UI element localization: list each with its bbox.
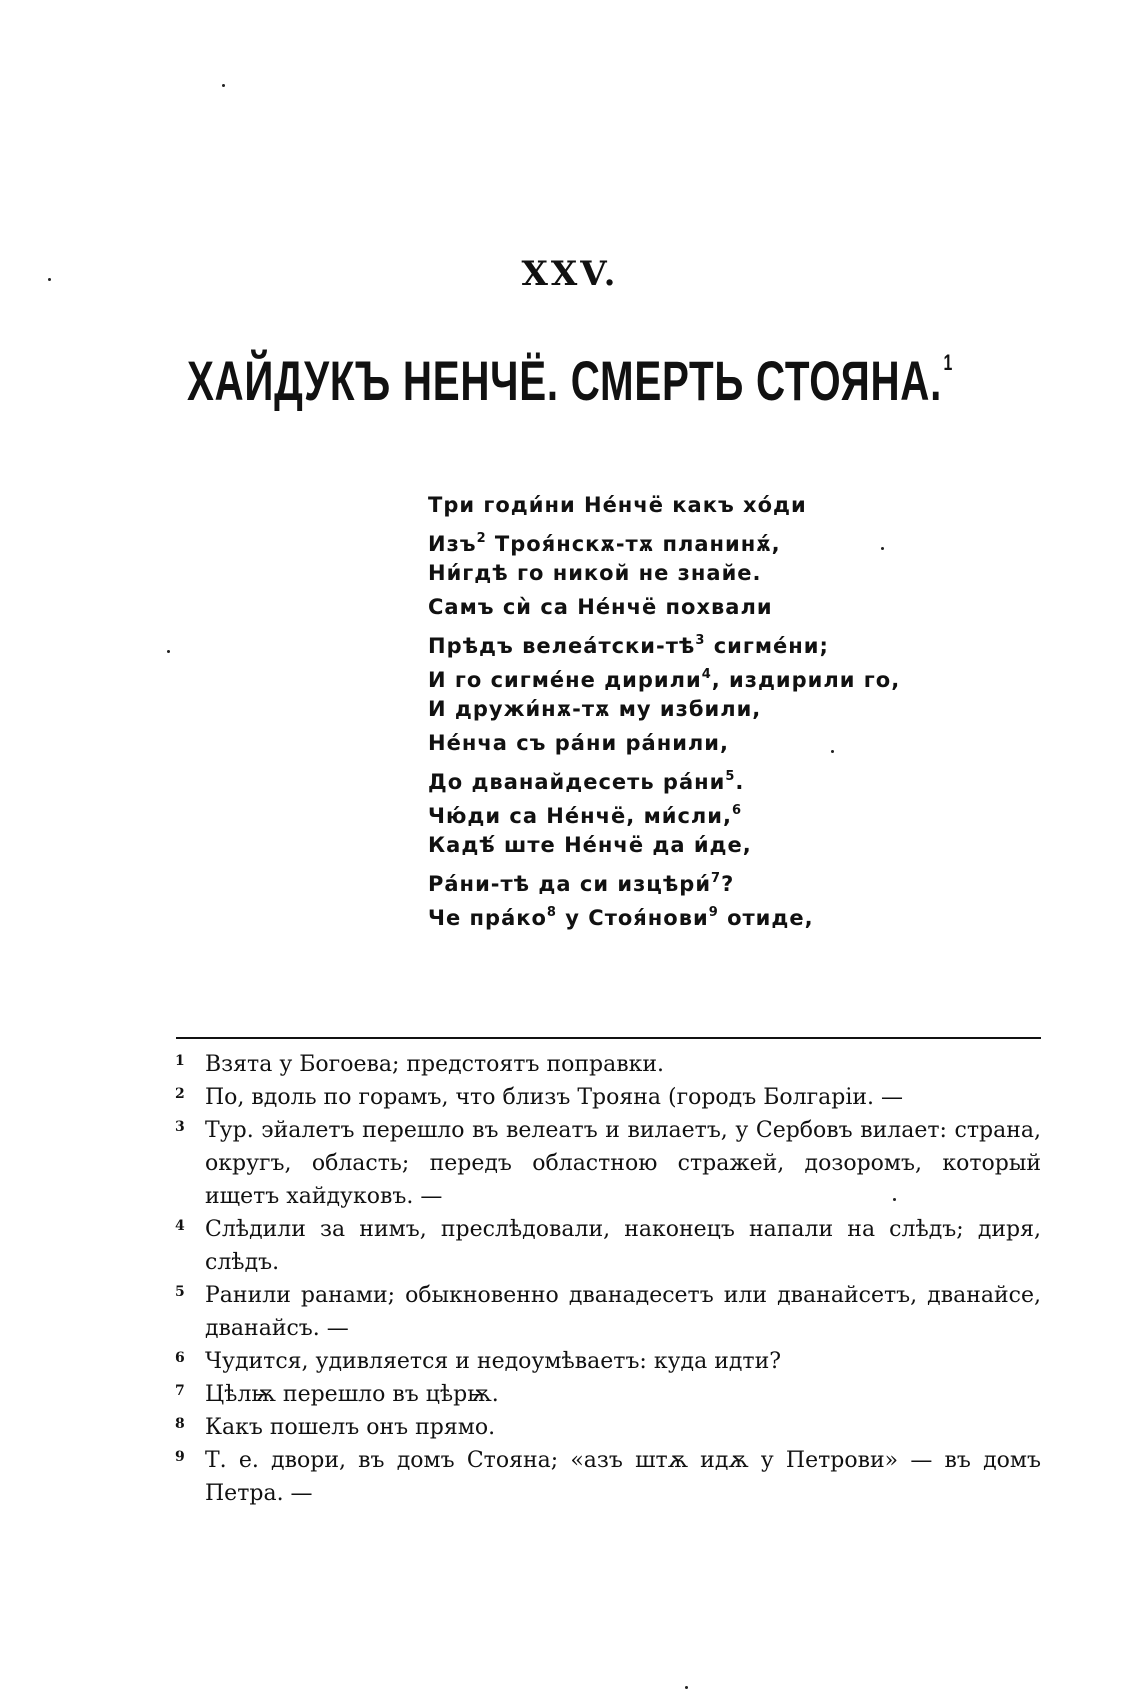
verse-line	[428, 658, 900, 692]
verse-text-rest: , издирили го,	[711, 668, 901, 692]
verse-text: До дванайдесеть ра́ни	[428, 770, 726, 794]
verse-line	[428, 862, 900, 896]
poem-title	[160, 348, 981, 413]
verse-text: Прѣдъ велеа́тски-тѣ	[428, 634, 696, 658]
verse-text: Самъ сѝ са Не́нчё похвали	[428, 595, 773, 619]
scan-speck	[48, 278, 51, 281]
verse-line	[428, 556, 900, 590]
footnote-text: По, вдоль по горамъ, что близъ Трояна (городъ Болгаріи. —	[205, 1085, 904, 1110]
verse-line	[428, 794, 900, 828]
scan-speck	[222, 84, 225, 87]
footnote-number: 7	[175, 1383, 185, 1399]
footnote	[175, 1213, 1041, 1279]
footnote-text: Чудится, удивляется и недоумѣваетъ: куда идти?	[205, 1349, 782, 1374]
verse-text-rest: у Стоя́нови	[556, 906, 709, 930]
poem-title-text: ХАЙДУКЪ НЕНЧЁ. СМЕРТЬ СТОЯНА.	[186, 349, 943, 412]
footnote	[175, 1279, 1041, 1345]
footnote-number: 6	[175, 1350, 185, 1366]
footnote-text: Какъ пошелъ онъ прямо.	[205, 1415, 496, 1440]
verse-text: Ра́ни-тѣ да си изцѣри́	[428, 872, 712, 896]
scan-speck	[685, 1686, 688, 1689]
footnote-text: Взята у Богоева; предстоятъ поправки.	[205, 1052, 665, 1077]
verse-note-marker: 9	[708, 905, 719, 920]
verse-line	[428, 828, 900, 862]
footnote-number: 8	[175, 1416, 185, 1432]
verse-note-marker: 3	[695, 633, 706, 648]
footnote-number: 2	[175, 1086, 185, 1102]
footnote	[175, 1378, 1041, 1411]
footnote	[175, 1345, 1041, 1378]
footnote	[175, 1444, 1041, 1510]
scan-speck	[167, 650, 170, 653]
footnotes-list	[175, 1048, 1041, 1510]
footnote	[175, 1114, 1041, 1213]
verse-text: Ни́гдѣ го никой не знайе.	[428, 561, 762, 585]
verse-text: И го сигме́не дирили	[428, 668, 702, 692]
verse-note-marker: 4	[701, 667, 712, 682]
footnote-number: 4	[175, 1218, 185, 1234]
verse-line	[428, 590, 900, 624]
verse-line	[428, 522, 900, 556]
verse-text: Кадѣ́ ште Не́нчё да и́де,	[428, 833, 752, 857]
verse-text: Чю́ди са Не́нчё, ми́сли,	[428, 804, 732, 828]
scan-speck	[881, 547, 884, 550]
scan-speck	[831, 750, 834, 753]
footnote-separator	[176, 1037, 1041, 1039]
title-note-marker: 1	[943, 350, 954, 375]
footnote-text: Слѣдили за нимъ, преслѣдовали, наконецъ напали на слѣдъ; диря, слѣдъ.	[205, 1217, 1041, 1275]
verse-text-rest: Троя́нскѫ-тѫ планинѫ́,	[486, 532, 781, 556]
verse-text-rest: отиде,	[718, 906, 814, 930]
verse-note-marker: 6	[731, 803, 743, 818]
verse-text: И дружи́нѫ-тѫ му избили,	[428, 697, 762, 721]
footnote-text: Цѣлѭ перешло въ цѣрѭ.	[205, 1382, 499, 1407]
verse-text: Три годи́ни Не́нчё какъ хо́ди	[428, 493, 807, 517]
verse-text-rest: ?	[721, 872, 735, 896]
footnote	[175, 1048, 1041, 1081]
verse-line	[428, 624, 900, 658]
verse-text: Не́нча съ ра́ни ра́нили,	[428, 731, 730, 755]
verse-line	[428, 488, 900, 522]
verse-text: Изъ	[428, 532, 477, 556]
footnote-text: Тур. эйалетъ перешло въ велеатъ и вилаетъ, у Сербовъ вилает: страна, округъ, область; передъ областною стражей, дозоромъ, который ищетъ хайдуковъ. —	[205, 1118, 1041, 1209]
verse-block	[428, 488, 900, 930]
verse-line	[428, 692, 900, 726]
verse-note-marker: 7	[711, 871, 722, 886]
footnote-number: 3	[175, 1119, 185, 1135]
verse-text-rest: .	[735, 770, 745, 794]
verse-line	[428, 760, 900, 794]
verse-note-marker: 5	[725, 769, 736, 784]
footnote-number: 1	[175, 1053, 185, 1069]
verse-line	[428, 896, 900, 930]
verse-line	[428, 726, 900, 760]
verse-note-marker: 2	[476, 531, 487, 546]
footnote-text: Т. е. двори, въ домъ Стояна; «азъ штѫ идѫ у Петрови» — въ домъ Петра. —	[205, 1448, 1041, 1506]
chapter-number: XXV.	[521, 254, 619, 294]
footnote-number: 5	[175, 1284, 185, 1300]
scan-speck	[893, 1198, 896, 1201]
verse-text: Че пра́ко	[428, 906, 547, 930]
footnote-text: Ранили ранами; обыкновенно дванадесетъ или дванайсетъ, дванайсе, дванайсъ. —	[205, 1283, 1041, 1341]
footnote	[175, 1081, 1041, 1114]
verse-text-rest: сигме́ни;	[705, 634, 829, 658]
verse-note-marker: 8	[546, 905, 557, 920]
footnote	[175, 1411, 1041, 1444]
footnote-number: 9	[175, 1449, 185, 1465]
